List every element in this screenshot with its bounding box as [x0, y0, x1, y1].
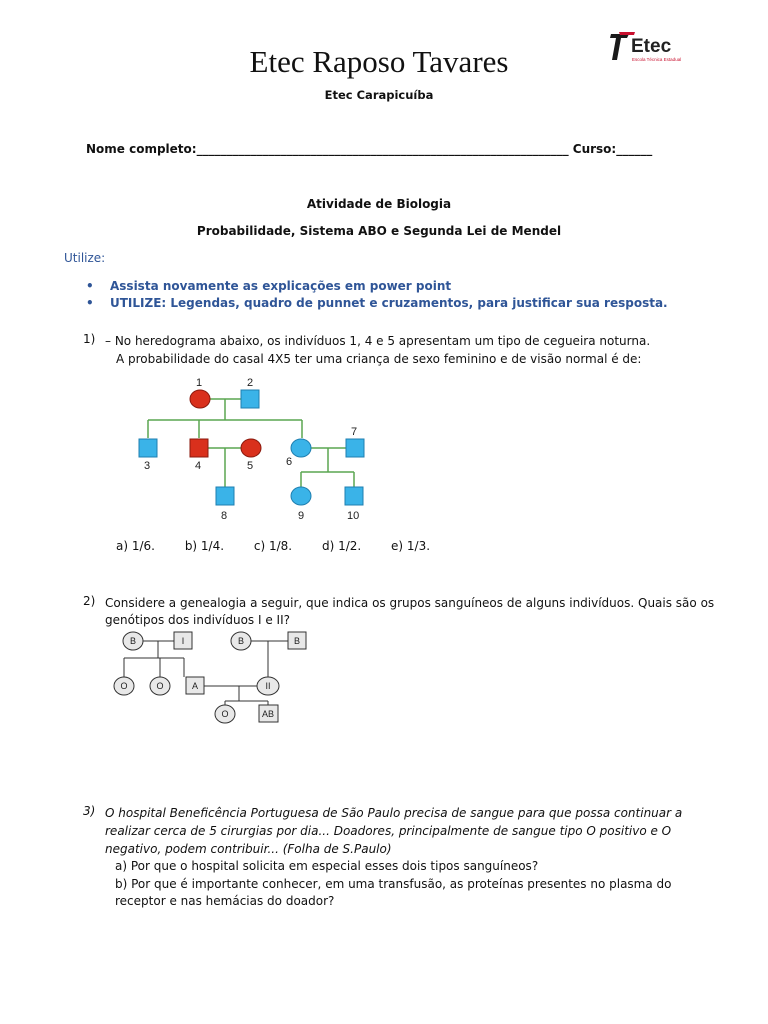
gen-label: B	[129, 636, 137, 646]
logo-tagline: Escola Técnica Estadual	[632, 57, 682, 62]
option-d: d) 1/2.	[321, 539, 362, 553]
q2-text-line1: Considere a genealogia a seguir, que indica os grupos sanguíneos de alguns indivíduos. Quais são os	[105, 596, 715, 610]
pedigree-label: 3	[144, 460, 151, 472]
option-a: a) 1/6.	[116, 539, 155, 553]
individual-4-affected-male	[190, 439, 208, 457]
pedigree-label: 4	[195, 460, 202, 472]
instruction-item: • UTILIZE: Legendas, quadro de punnet e cruzamentos, para justificar sua resposta.	[86, 296, 668, 310]
individual-6-normal-female	[291, 439, 311, 457]
q3-sub-b-line1: b) Por que é importante conhecer, em uma transfusão, as proteínas presentes no plasma do	[115, 877, 672, 891]
pedigree-label: 10	[347, 510, 360, 522]
individual-1-affected-female	[190, 390, 210, 408]
gen-label: O	[120, 681, 128, 691]
instructions-label: Utilize:	[64, 251, 106, 265]
individual-3-normal-male	[139, 439, 157, 457]
activity-title: Atividade de Biologia	[306, 197, 452, 211]
individual-8-normal-male	[216, 487, 234, 505]
bullet-icon: •	[86, 296, 94, 310]
gen-label: A	[191, 681, 199, 691]
pedigree-label: 2	[247, 377, 254, 389]
option-c: c) 1/8.	[253, 539, 293, 553]
q1-number: 1)	[83, 332, 96, 346]
individual-2-normal-male	[241, 390, 259, 408]
individual-10-normal-male	[345, 487, 363, 505]
q2-text-line2: genótipos dos indivíduos I e II?	[105, 613, 290, 627]
pedigree-label: 8	[221, 510, 228, 522]
q1-text-line1: – No heredograma abaixo, os indivíduos 1, 4 e 5 apresentam um tipo de cegueira noturna.	[105, 334, 651, 348]
individual-9-normal-female	[291, 487, 311, 505]
q2-pedigree	[108, 628, 313, 728]
pedigree-label: 5	[247, 460, 254, 472]
gen-label: B	[237, 636, 245, 646]
q3-text-line1: O hospital Beneficência Portuguesa de São Paulo precisa de sangue para que possa continuar a	[105, 806, 683, 820]
individual-5-affected-female	[241, 439, 261, 457]
q1-pedigree	[120, 372, 380, 522]
q3-text-line2: realizar cerca de 5 cirurgias por dia... Doadores, principalmente de sangue tipo O positivo e O	[105, 824, 672, 838]
pedigree-label: 9	[298, 510, 305, 522]
name-course-line: Nome completo:______________________________________________________________ Curso:______	[86, 142, 653, 156]
gen-label: II	[265, 681, 271, 691]
q3-text-line3: negativo, podem contribuir... (Folha de S.Paulo)	[105, 842, 392, 856]
school-subtitle: Etec Carapicuíba	[324, 88, 434, 102]
q3-sub-b-line2: receptor e nas hemácias do doador?	[115, 894, 335, 908]
gen-label: AB	[261, 709, 275, 719]
pedigree-label: 1	[196, 377, 203, 389]
instruction-item: • Assista novamente as explicações em power point	[86, 279, 452, 293]
bullet-icon: •	[86, 279, 94, 293]
option-b: b) 1/4.	[184, 539, 225, 553]
q1-text-line2: A probabilidade do casal 4X5 ter uma criança de sexo feminino e de visão normal é de:	[116, 352, 642, 366]
gen-label: I	[181, 636, 185, 646]
pedigree-label: 7	[351, 426, 358, 438]
school-title: Etec Raposo Tavares	[249, 44, 509, 79]
gen-label: B	[293, 636, 301, 646]
etec-logo	[607, 30, 697, 64]
individual-7-normal-male	[346, 439, 364, 457]
option-e: e) 1/3.	[391, 539, 431, 553]
gen-label: O	[156, 681, 164, 691]
q2-number: 2)	[83, 594, 96, 608]
q3-sub-a: a) Por que o hospital solicita em especial esses dois tipos sanguíneos?	[115, 859, 539, 873]
q1-options	[116, 539, 456, 553]
gen-label: O	[221, 709, 229, 719]
activity-topic: Probabilidade, Sistema ABO e Segunda Lei de Mendel	[196, 224, 562, 238]
pedigree-label: 6	[286, 456, 293, 468]
q3-number: 3)	[83, 804, 96, 818]
logo-text: Etec	[631, 36, 672, 57]
